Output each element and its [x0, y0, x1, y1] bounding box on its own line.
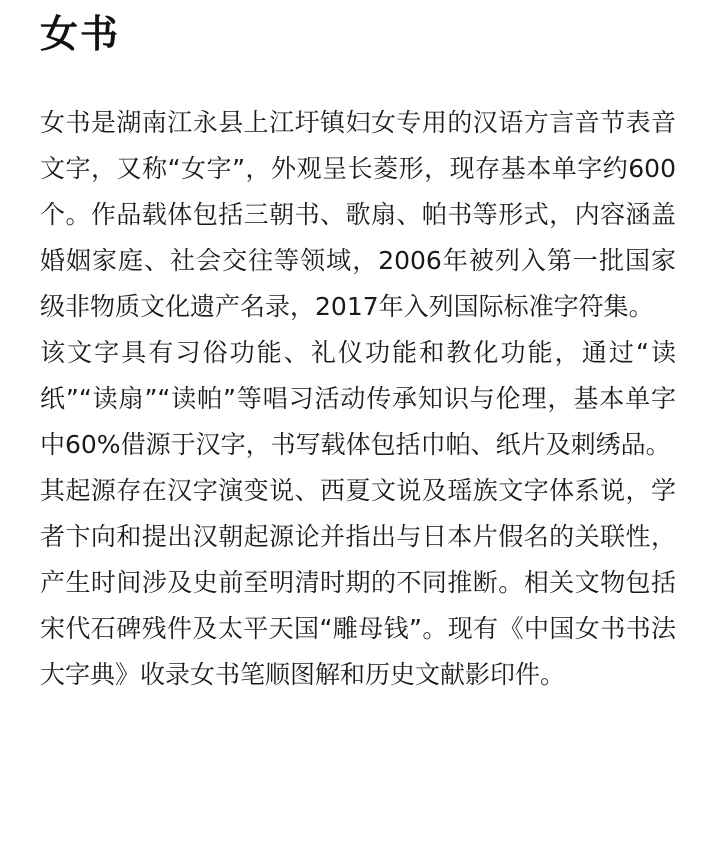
article	[40, 0, 676, 698]
article-body	[40, 100, 676, 698]
paragraph-function: 该文字具有习俗功能、礼仪功能和教化功能，通过“读纸”“读扇”“读帕”等唱习活动传承知识与伦理，基本单字中60%借源于汉字，书写载体包括巾帕、纸片及刺绣品。	[40, 338, 676, 459]
article-title: 女书	[40, 12, 121, 56]
paragraph-origin: 其起源存在汉字演变说、西夏文说及瑶族文字体系说，学者卞向和提出汉朝起源论并指出与日本片假名的关联性，产生时间涉及史前至明清时期的不同推断。相关文物包括宋代石碑残件及太平天国“雕母钱”。现有《中国女书书法大字典》收录女书笔顺图解和历史文献影印件。	[40, 476, 676, 689]
paragraph-intro: 女书是湖南江永县上江圩镇妇女专用的汉语方言音节表音文字，又称“女字”，外观呈长菱形，现存基本单字约600个。作品载体包括三朝书、歌扇、帕书等形式，内容涵盖婚姻家庭、社会交往等领域，2006年被列入第一批国家级非物质文化遗产名录，2017年入列国际标准字符集。	[40, 108, 676, 321]
